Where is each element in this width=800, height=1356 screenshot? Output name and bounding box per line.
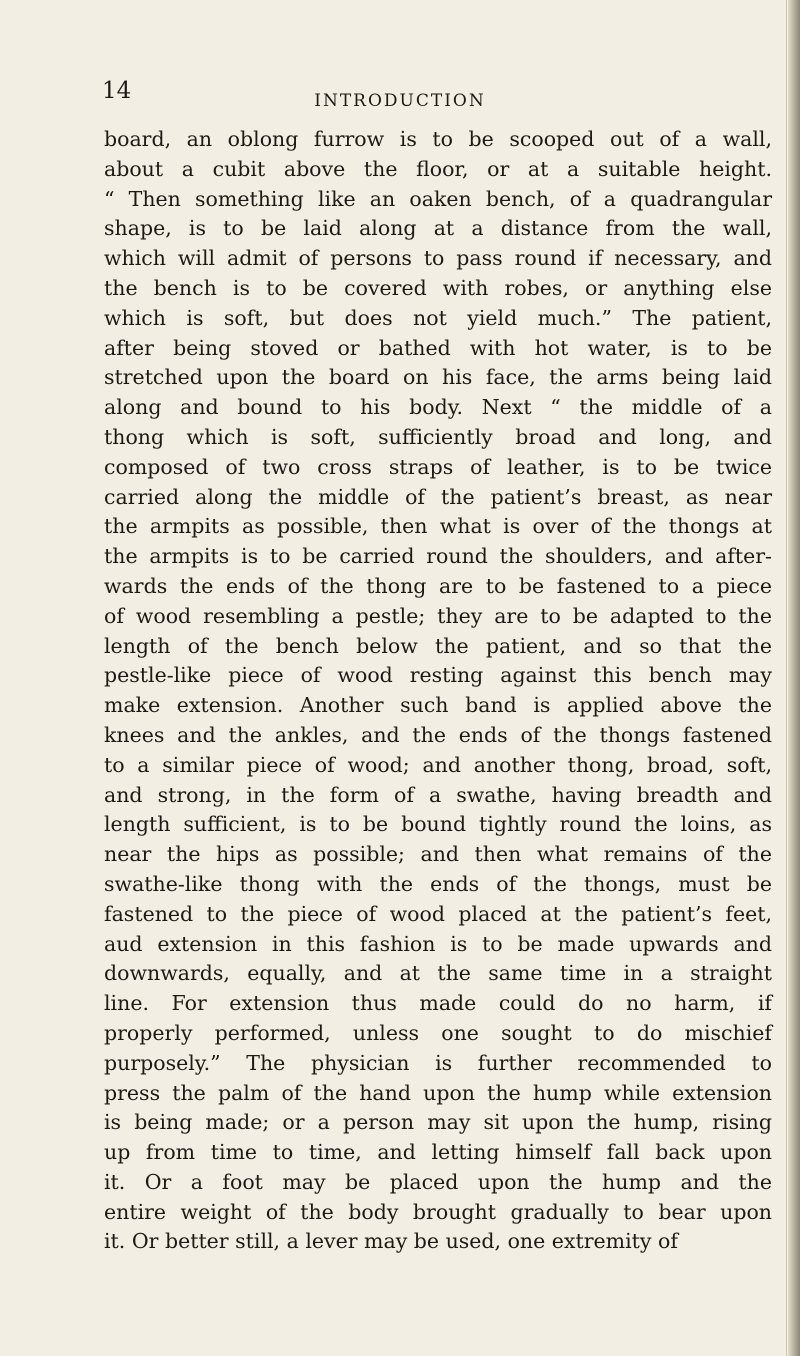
text-line: it. Or a foot may be placed upon the hump and the — [104, 1169, 772, 1194]
text-line: carried along the middle of the patient’s breast, as near — [104, 484, 772, 509]
running-head: INTRODUCTION — [314, 91, 486, 111]
text-line: up from time to time, and letting himself fall back upon — [104, 1140, 772, 1165]
text-line: downwards, equally, and at the same time in a straight — [104, 961, 772, 986]
text-line: the bench is to be covered with robes, or anything else — [104, 275, 772, 300]
text-line: entire weight of the body brought gradually to bear upon — [104, 1199, 772, 1224]
body-text — [104, 125, 772, 1257]
page-edge-line — [786, 0, 787, 1356]
text-line: which will admit of persons to pass round if necessary, and — [104, 246, 772, 271]
text-line: swathe-like thong with the ends of the thongs, must be — [104, 871, 772, 896]
text-line: shape, is to be laid along at a distance from the wall, — [104, 216, 772, 241]
text-line: purposely.” The physician is further recommended to — [104, 1050, 772, 1075]
text-line: press the palm of the hand upon the hump while extension — [104, 1080, 772, 1105]
text-line: is being made; or a person may sit upon the hump, rising — [104, 1110, 772, 1135]
text-line: properly performed, unless one sought to do mischief — [104, 1020, 772, 1045]
text-line: board, an oblong furrow is to be scooped out of a wall, — [104, 127, 772, 151]
text-line: make extension. Another such band is applied above the — [104, 693, 772, 718]
text-line: the armpits is to be carried round the shoulders, and after- — [104, 544, 772, 569]
text-line: which is soft, but does not yield much.” The patient, — [104, 305, 772, 330]
text-line: thong which is soft, sufficiently broad and long, and — [104, 424, 772, 449]
text-line: of wood resembling a pestle; they are to be adapted to the — [104, 603, 772, 628]
text-line: along and bound to his body. Next “ the middle of a — [104, 395, 772, 420]
text-line: length sufficient, is to be bound tightly round the loins, as — [104, 812, 772, 837]
text-line: and strong, in the form of a swathe, having breadth and — [104, 782, 772, 807]
text-line: to a similar piece of wood; and another thong, broad, soft, — [104, 752, 772, 777]
text-line: stretched upon the board on his face, the arms being laid — [104, 365, 772, 390]
text-line: knees and the ankles, and the ends of the thongs fastened — [104, 722, 772, 747]
text-line: composed of two cross straps of leather, is to be twice — [104, 454, 772, 479]
text-line: “ Then something like an oaken bench, of a quadrangular — [104, 186, 772, 211]
text-line: it. Or better still, a lever may be used, one extremity of — [104, 1229, 678, 1254]
text-line: the armpits as possible, then what is over of the thongs at — [104, 514, 772, 539]
text-line: fastened to the piece of wood placed at the patient’s feet, — [104, 901, 772, 926]
text-line: line. For extension thus made could do no harm, if — [104, 991, 772, 1016]
text-line: length of the bench below the patient, and so that the — [104, 633, 772, 658]
text-line: wards the ends of the thong are to be fastened to a piece — [104, 573, 772, 598]
text-line: aud extension in this fashion is to be made upwards and — [104, 931, 772, 956]
page-number: 14 — [102, 78, 132, 104]
text-line: near the hips as possible; and then what remains of the — [104, 842, 772, 867]
text-line: pestle-like piece of wood resting against this bench may — [104, 663, 772, 688]
text-line: about a cubit above the floor, or at a suitable height. — [104, 156, 772, 181]
text-line: after being stoved or bathed with hot water, is to be — [104, 335, 772, 360]
page-edge-shadow — [788, 0, 800, 1356]
